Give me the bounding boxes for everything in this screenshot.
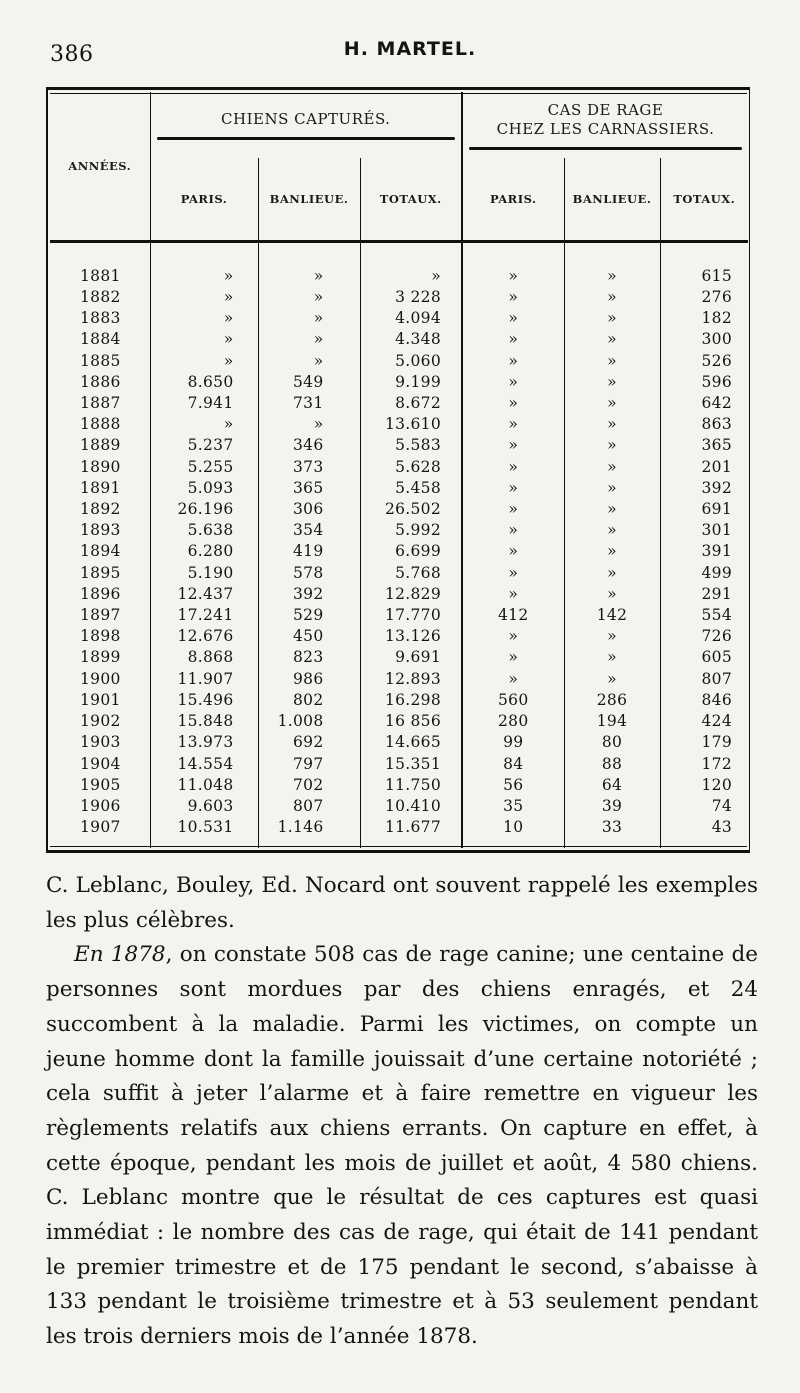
page-header: [0, 32, 800, 72]
table-spacer-cell: [660, 242, 748, 266]
table-row: [50, 690, 748, 711]
cell-rabies-totaux: 291: [701, 584, 733, 603]
paragraph-2-text: , on constate 508 cas de rage canine; une centaine de personnes sont mordues par des chiens enragés, et 24 succombent à la maladie. Parmi les victimes, on compte un jeune homme dont la famille jouissait d’une certaine notoriété ; cela suffit à jeter l’alarme et à faire remettre en vigueur les règlements relatifs aux chiens errants. On capture en effet, à cette époque, pendant les mois de juillet et août, 4 580 chiens. C. Leblanc montre que le résultat de ces captures est quasi immédiat : le nombre des cas de rage, qui était de 141 pendant le premier trimestre et de 175 pendant le second, s’abaisse à 133 pendant le troisième trimestre et à 53 seulement pendant les trois derniers mois de l’année 1878.: [46, 942, 758, 1350]
cell-rabies-banlieue: 33: [564, 817, 660, 848]
cell-captured-totaux: 8.672: [360, 393, 462, 414]
cell-captured-totaux: 4.094: [360, 308, 462, 329]
cell-rabies-paris: »: [462, 626, 564, 647]
cell-year: 1903: [50, 732, 150, 753]
col-header-captured-totaux: TOTAUX.: [360, 158, 462, 242]
cell-captured-paris: »: [150, 287, 258, 308]
cell-rabies-paris: 280: [462, 711, 564, 732]
cell-captured-banlieue: 578: [258, 562, 360, 583]
cell-rabies-totaux: 391: [701, 542, 733, 561]
group-header-rabies: [462, 92, 748, 158]
cell-rabies-totaux: 276: [701, 288, 733, 307]
cell-captured-totaux: 16 856: [360, 711, 462, 732]
cell-captured-banlieue: 529: [258, 605, 360, 626]
cell-year: 1897: [50, 605, 150, 626]
cell-captured-banlieue: 807: [258, 796, 360, 817]
table-row: [50, 287, 748, 308]
cell-rabies-paris: »: [462, 562, 564, 583]
table-row: [50, 753, 748, 774]
cell-year: 1894: [50, 541, 150, 562]
table-spacer-row: [50, 242, 748, 266]
table-spacer-cell: [360, 242, 462, 266]
cell-captured-banlieue: 373: [258, 456, 360, 477]
cell-captured-totaux: 15.351: [360, 753, 462, 774]
table-spacer-cell: [258, 242, 360, 266]
cell-year: 1888: [50, 414, 150, 435]
cell-captured-banlieue: 986: [258, 668, 360, 689]
cell-rabies-totaux: 615: [701, 266, 733, 285]
cell-captured-totaux: 9.199: [360, 372, 462, 393]
cell-rabies-paris: »: [462, 520, 564, 541]
cell-captured-paris: »: [150, 329, 258, 350]
table-row: [50, 499, 748, 520]
cell-year: 1885: [50, 350, 150, 371]
table-row: [50, 647, 748, 668]
cell-captured-totaux: 5.060: [360, 350, 462, 371]
cell-year: 1890: [50, 456, 150, 477]
cell-rabies-banlieue: »: [564, 456, 660, 477]
cell-captured-totaux: 3 228: [360, 287, 462, 308]
cell-rabies-paris: 56: [462, 774, 564, 795]
cell-captured-paris: 8.868: [150, 647, 258, 668]
cell-captured-banlieue: »: [258, 414, 360, 435]
cell-rabies-totaux: 182: [701, 309, 733, 328]
cell-rabies-paris: »: [462, 541, 564, 562]
cell-rabies-banlieue: »: [564, 584, 660, 605]
cell-captured-banlieue: 823: [258, 647, 360, 668]
cell-rabies-paris: »: [462, 435, 564, 456]
cell-rabies-paris: 99: [462, 732, 564, 753]
table-row: [50, 584, 748, 605]
cell-rabies-banlieue: 286: [564, 690, 660, 711]
cell-rabies-paris: »: [462, 350, 564, 371]
cell-rabies-paris: »: [462, 308, 564, 329]
cell-captured-banlieue: 702: [258, 774, 360, 795]
cell-rabies-totaux: 642: [701, 394, 733, 413]
cell-rabies-paris: »: [462, 668, 564, 689]
cell-captured-paris: 12.676: [150, 626, 258, 647]
cell-year: 1882: [50, 287, 150, 308]
group-header-rabies-line2: CHEZ LES CARNASSIERS.: [496, 119, 715, 138]
cell-captured-totaux: 5.992: [360, 520, 462, 541]
cell-rabies-paris: 35: [462, 796, 564, 817]
cell-captured-banlieue: »: [258, 329, 360, 350]
cell-captured-banlieue: »: [258, 350, 360, 371]
cell-year: 1895: [50, 562, 150, 583]
cell-year: 1898: [50, 626, 150, 647]
cell-rabies-totaux: 499: [701, 563, 733, 582]
table-row: [50, 329, 748, 350]
cell-captured-banlieue: 1.146: [258, 817, 360, 848]
cell-rabies-banlieue: »: [564, 520, 660, 541]
cell-captured-paris: 6.280: [150, 541, 258, 562]
group-header-rabies-line1: CAS DE RAGE: [547, 100, 664, 119]
cell-year: 1893: [50, 520, 150, 541]
cell-rabies-paris: »: [462, 266, 564, 287]
group-rule: [469, 147, 742, 150]
cell-rabies-totaux: 526: [701, 351, 733, 370]
cell-captured-paris: »: [150, 308, 258, 329]
cell-captured-totaux: 9.691: [360, 647, 462, 668]
cell-rabies-paris: »: [462, 393, 564, 414]
cell-captured-paris: 13.973: [150, 732, 258, 753]
cell-rabies-totaux: 43: [711, 817, 733, 836]
running-head: H. MARTEL.: [343, 38, 477, 60]
table-row: [50, 350, 748, 371]
cell-captured-banlieue: »: [258, 308, 360, 329]
cell-captured-banlieue: 419: [258, 541, 360, 562]
cell-year: 1889: [50, 435, 150, 456]
table-spacer-cell: [564, 242, 660, 266]
table-row: [50, 478, 748, 499]
cell-rabies-paris: »: [462, 372, 564, 393]
cell-year: 1883: [50, 308, 150, 329]
cell-rabies-totaux: 424: [701, 712, 733, 731]
cell-year: 1900: [50, 668, 150, 689]
table-row: [50, 626, 748, 647]
table-row: [50, 456, 748, 477]
cell-captured-banlieue: 346: [258, 435, 360, 456]
cell-rabies-totaux: 365: [701, 436, 733, 455]
cell-captured-paris: »: [150, 350, 258, 371]
cell-rabies-totaux: 863: [701, 415, 733, 434]
cell-captured-totaux: 10.410: [360, 796, 462, 817]
cell-year: 1884: [50, 329, 150, 350]
table-row: [50, 266, 748, 287]
paragraph-2: [46, 938, 758, 1354]
table-row: [50, 817, 748, 848]
table-row: [50, 562, 748, 583]
cell-rabies-banlieue: »: [564, 435, 660, 456]
cell-rabies-paris: »: [462, 414, 564, 435]
col-header-rabies-banlieue: BANLIEUE.: [564, 158, 660, 242]
cell-captured-paris: 15.848: [150, 711, 258, 732]
cell-captured-paris: 7.941: [150, 393, 258, 414]
table-row: [50, 605, 748, 626]
cell-year: 1902: [50, 711, 150, 732]
table-row: [50, 711, 748, 732]
statistics-table: [50, 92, 748, 848]
table-row: [50, 414, 748, 435]
cell-rabies-banlieue: »: [564, 478, 660, 499]
cell-rabies-paris: 560: [462, 690, 564, 711]
cell-year: 1905: [50, 774, 150, 795]
cell-captured-banlieue: 797: [258, 753, 360, 774]
cell-captured-banlieue: 306: [258, 499, 360, 520]
cell-rabies-totaux: 807: [701, 669, 733, 688]
cell-captured-banlieue: 802: [258, 690, 360, 711]
cell-year: 1901: [50, 690, 150, 711]
table-spacer-cell: [150, 242, 258, 266]
cell-captured-totaux: 26.502: [360, 499, 462, 520]
cell-captured-paris: 15.496: [150, 690, 258, 711]
cell-rabies-paris: »: [462, 478, 564, 499]
cell-rabies-totaux: 392: [701, 478, 733, 497]
cell-rabies-banlieue: »: [564, 626, 660, 647]
table-row: [50, 774, 748, 795]
cell-captured-totaux: 5.628: [360, 456, 462, 477]
cell-year: 1892: [50, 499, 150, 520]
cell-rabies-totaux: 172: [701, 754, 733, 773]
cell-captured-paris: 26.196: [150, 499, 258, 520]
cell-rabies-banlieue: »: [564, 414, 660, 435]
table-row: [50, 372, 748, 393]
cell-captured-paris: 5.237: [150, 435, 258, 456]
cell-captured-paris: 5.255: [150, 456, 258, 477]
cell-rabies-banlieue: »: [564, 647, 660, 668]
cell-captured-totaux: 13.126: [360, 626, 462, 647]
cell-year: 1896: [50, 584, 150, 605]
table-spacer-cell: [50, 242, 150, 266]
cell-captured-totaux: »: [360, 266, 462, 287]
cell-year: 1904: [50, 753, 150, 774]
cell-captured-banlieue: »: [258, 266, 360, 287]
group-header-captured-label: CHIENS CAPTURÉS.: [221, 110, 391, 128]
cell-rabies-paris: »: [462, 499, 564, 520]
table-row: [50, 796, 748, 817]
cell-year: 1906: [50, 796, 150, 817]
cell-captured-paris: 17.241: [150, 605, 258, 626]
cell-rabies-totaux: 846: [701, 690, 733, 709]
cell-captured-paris: 5.190: [150, 562, 258, 583]
cell-captured-totaux: 16.298: [360, 690, 462, 711]
cell-captured-totaux: 17.770: [360, 605, 462, 626]
table-spacer-cell: [462, 242, 564, 266]
paragraph-2-date: En 1878: [74, 942, 166, 968]
table-row: [50, 541, 748, 562]
cell-rabies-totaux: 691: [701, 500, 733, 519]
cell-captured-banlieue: 1.008: [258, 711, 360, 732]
cell-captured-paris: 9.603: [150, 796, 258, 817]
cell-captured-banlieue: 354: [258, 520, 360, 541]
group-header-captured: [150, 92, 462, 158]
cell-captured-paris: »: [150, 266, 258, 287]
cell-captured-paris: 10.531: [150, 817, 258, 848]
cell-captured-totaux: 11.677: [360, 817, 462, 848]
cell-captured-totaux: 13.610: [360, 414, 462, 435]
cell-captured-banlieue: 731: [258, 393, 360, 414]
cell-captured-banlieue: »: [258, 287, 360, 308]
cell-rabies-paris: »: [462, 584, 564, 605]
cell-captured-totaux: 5.458: [360, 478, 462, 499]
cell-rabies-paris: »: [462, 647, 564, 668]
col-header-rabies-paris: PARIS.: [462, 158, 564, 242]
cell-rabies-totaux: 300: [701, 330, 733, 349]
cell-captured-banlieue: 450: [258, 626, 360, 647]
cell-year: 1907: [50, 817, 150, 848]
table-row: [50, 668, 748, 689]
cell-captured-totaux: 5.583: [360, 435, 462, 456]
cell-rabies-paris: »: [462, 287, 564, 308]
cell-rabies-banlieue: »: [564, 562, 660, 583]
cell-rabies-banlieue: 64: [564, 774, 660, 795]
cell-rabies-banlieue: »: [564, 372, 660, 393]
col-header-rabies-totaux: TOTAUX.: [660, 158, 748, 242]
cell-rabies-banlieue: 142: [564, 605, 660, 626]
cell-rabies-banlieue: »: [564, 308, 660, 329]
cell-captured-totaux: 12.829: [360, 584, 462, 605]
cell-year: 1891: [50, 478, 150, 499]
cell-rabies-paris: »: [462, 456, 564, 477]
cell-rabies-totaux: 726: [701, 627, 733, 646]
cell-captured-totaux: 12.893: [360, 668, 462, 689]
cell-captured-paris: 11.048: [150, 774, 258, 795]
cell-rabies-paris: 84: [462, 753, 564, 774]
cell-rabies-totaux: 179: [701, 733, 733, 752]
cell-captured-paris: »: [150, 414, 258, 435]
group-rule: [157, 137, 456, 140]
paragraph-1: C. Leblanc, Bouley, Ed. Nocard ont souvent rappelé les exemples les plus célèbres.: [46, 873, 758, 933]
cell-captured-banlieue: 692: [258, 732, 360, 753]
cell-captured-paris: 5.093: [150, 478, 258, 499]
cell-rabies-totaux: 201: [701, 457, 733, 476]
cell-rabies-banlieue: »: [564, 287, 660, 308]
table-row: [50, 393, 748, 414]
col-header-captured-banlieue: BANLIEUE.: [258, 158, 360, 242]
cell-captured-paris: 12.437: [150, 584, 258, 605]
cell-rabies-banlieue: »: [564, 541, 660, 562]
cell-rabies-banlieue: 88: [564, 753, 660, 774]
page-number: 386: [50, 42, 94, 67]
table-row: [50, 520, 748, 541]
table-row: [50, 308, 748, 329]
cell-captured-totaux: 6.699: [360, 541, 462, 562]
cell-year: 1886: [50, 372, 150, 393]
cell-year: 1887: [50, 393, 150, 414]
body-text: [46, 869, 758, 1355]
col-header-years: ANNÉES.: [50, 92, 150, 242]
cell-rabies-banlieue: »: [564, 329, 660, 350]
cell-captured-paris: 11.907: [150, 668, 258, 689]
cell-rabies-totaux: 554: [701, 606, 733, 625]
cell-rabies-totaux: 301: [701, 521, 733, 540]
cell-rabies-banlieue: 194: [564, 711, 660, 732]
cell-captured-paris: 8.650: [150, 372, 258, 393]
cell-rabies-banlieue: »: [564, 350, 660, 371]
cell-rabies-totaux: 120: [701, 775, 733, 794]
cell-captured-banlieue: 549: [258, 372, 360, 393]
cell-rabies-banlieue: 80: [564, 732, 660, 753]
cell-captured-paris: 5.638: [150, 520, 258, 541]
cell-captured-paris: 14.554: [150, 753, 258, 774]
cell-captured-banlieue: 392: [258, 584, 360, 605]
cell-rabies-totaux: 74: [711, 796, 733, 815]
cell-captured-totaux: 5.768: [360, 562, 462, 583]
cell-rabies-banlieue: »: [564, 668, 660, 689]
cell-rabies-banlieue: »: [564, 266, 660, 287]
cell-captured-banlieue: 365: [258, 478, 360, 499]
cell-captured-totaux: 4.348: [360, 329, 462, 350]
table-body: [50, 242, 748, 849]
table-row: [50, 435, 748, 456]
cell-rabies-banlieue: 39: [564, 796, 660, 817]
cell-year: 1899: [50, 647, 150, 668]
cell-rabies-paris: 10: [462, 817, 564, 848]
cell-captured-totaux: 11.750: [360, 774, 462, 795]
cell-rabies-paris: »: [462, 329, 564, 350]
cell-rabies-totaux: 605: [701, 648, 733, 667]
cell-rabies-banlieue: »: [564, 393, 660, 414]
cell-rabies-paris: 412: [462, 605, 564, 626]
table-row: [50, 732, 748, 753]
col-header-captured-paris: PARIS.: [150, 158, 258, 242]
cell-rabies-totaux: 596: [701, 372, 733, 391]
cell-captured-totaux: 14.665: [360, 732, 462, 753]
cell-year: 1881: [50, 266, 150, 287]
cell-rabies-banlieue: »: [564, 499, 660, 520]
